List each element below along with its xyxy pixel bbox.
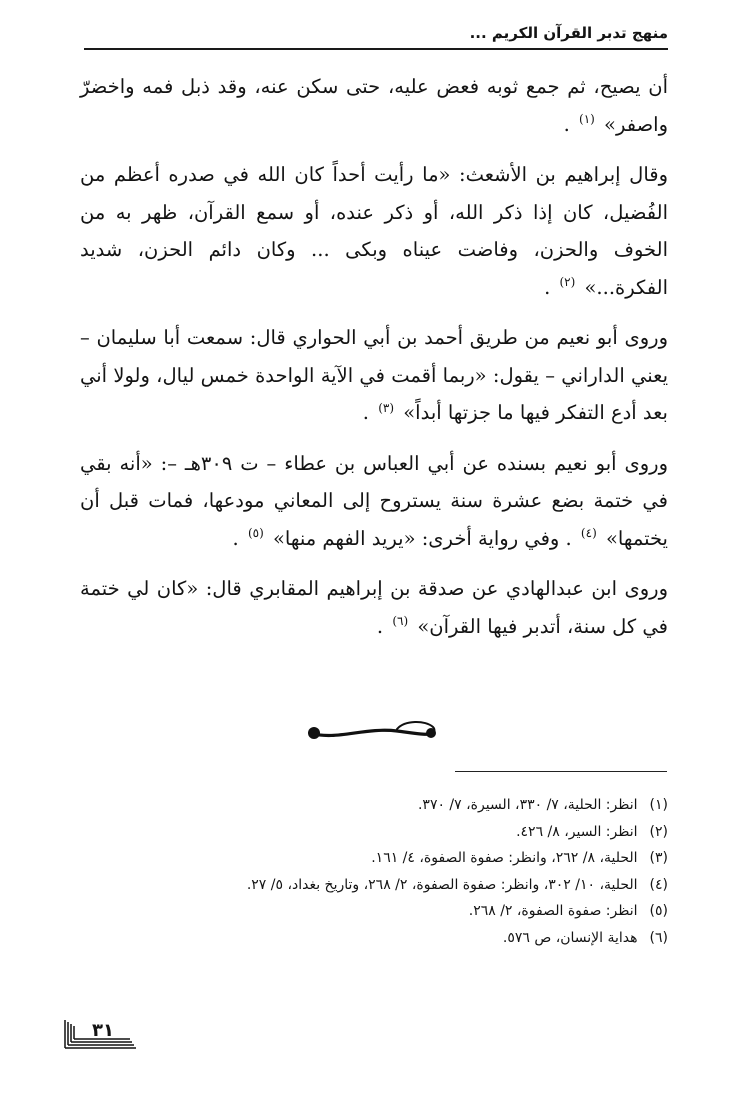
header-title: منهج تدبر القرآن الكريم ...: [469, 24, 668, 42]
footnote-text: انظر: صفوة الصفوة، ٢/ ٢٦٨.: [468, 903, 638, 919]
paragraph: [80, 156, 668, 306]
paragraph-text: أن يصيح، ثم جمع ثوبه فعض عليه، حتى سكن عنه، وقد ذبل فمه واخضرّ واصفر»: [80, 75, 668, 136]
footnote: [80, 925, 668, 952]
footnote-text: الحلية، ٨/ ٢٦٢، وانظر: صفوة الصفوة، ٤/ ١٦١.: [371, 850, 638, 866]
footnote-text: انظر: الحلية، ٧/ ٣٣٠، السيرة، ٧/ ٣٧٠.: [417, 797, 638, 813]
footnote-ref: (١): [579, 112, 595, 126]
paragraph-end: .: [544, 275, 551, 299]
flourish-divider-icon: [305, 717, 443, 745]
footnote-number: (٢): [649, 823, 668, 840]
footnote-separator: [455, 771, 667, 772]
footnote: [80, 872, 668, 899]
footnote-ref: (٢): [559, 275, 576, 289]
footnote-number: (٥): [649, 903, 668, 919]
footnote-ref: (٣): [378, 400, 395, 415]
running-header: [84, 18, 668, 50]
paragraph-text-continued: . وفي رواية أخرى: «يريد الفهم منها»: [272, 526, 572, 550]
paragraph-end: .: [376, 614, 384, 638]
footnote-ref: (٤): [580, 526, 597, 540]
paragraph-end: .: [232, 526, 239, 550]
footnote-number: (٦): [649, 929, 668, 946]
footnote-ref: (٥): [247, 526, 264, 540]
paragraph-end: .: [362, 401, 369, 424]
page-number-block: [62, 1018, 138, 1050]
paragraph: [80, 445, 668, 558]
footnote-number: (٤): [649, 876, 668, 893]
paragraph-text: وقال إبراهيم بن الأشعث: «ما رأيت أحداً كان الله في صدره أعظم من الفُضيل، كان إذا ذكر الله، أو ذكر عنده، أو سمع القرآن، ظهر به من الخوف والحزن، وفاضت عيناه وبكى ... وكان دائم الحزن، شديد الفكرة...»: [80, 163, 668, 299]
paragraph-text: وروى أبو نعيم من طريق أحمد بن أبي الحواري قال: سمعت أبا سليمان – يعني الداراني – يقول: «ربما أقمت في الآية الواحدة خمس ليال، ولولا أني بعد أدع التفكر فيها ما جزتها أبداً»: [80, 326, 668, 424]
page-number: ٣١: [92, 1020, 114, 1041]
footnote: [80, 898, 668, 925]
footnote: [80, 845, 668, 872]
paragraph: [80, 319, 668, 432]
footnote-number: (١): [649, 797, 668, 813]
footnote: [80, 792, 668, 819]
paragraph: [80, 570, 668, 645]
footnote-text: الحلية، ١٠/ ٣٠٢، وانظر: صفوة الصفوة، ٢/ ٢٦٨، وتاريخ بغداد، ٥/ ٢٧.: [246, 876, 638, 893]
main-text: [80, 68, 668, 658]
footnote-text: هداية الإنسان، ص ٥٧٦.: [502, 929, 638, 946]
paragraph-text: وروى ابن عبدالهادي عن صدقة بن إبراهيم المقابري قال: «كان لي ختمة في كل سنة، أتدبر فيها القرآن»: [80, 577, 668, 638]
footnotes: [80, 792, 668, 951]
footnote-text: انظر: السير، ٨/ ٤٢٦.: [516, 823, 638, 840]
footnote: [80, 819, 668, 846]
footnote-number: (٣): [649, 850, 668, 866]
paragraph: [80, 68, 668, 143]
footnote-ref: (٦): [392, 614, 409, 628]
paragraph-end: .: [563, 112, 570, 136]
paragraph-text: وروى أبو نعيم بسنده عن أبي العباس بن عطاء – ت ٣٠٩هـ –: «أنه بقي في ختمة بضع عشرة سنة يستروح إلى المعاني مودعها، فمات قبل أن يختمها»: [80, 451, 668, 550]
